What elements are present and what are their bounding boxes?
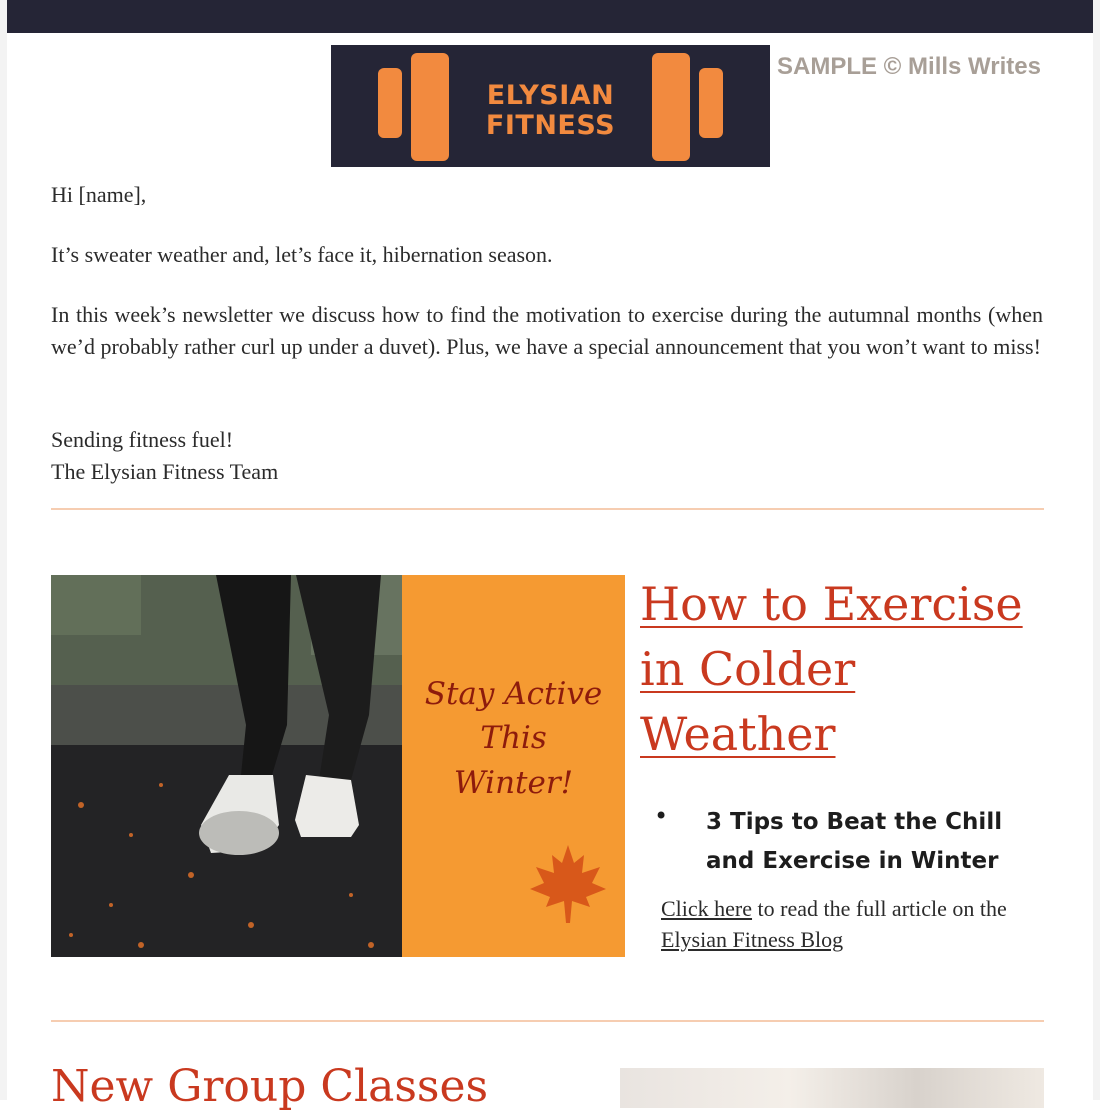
page-frame-left [0,0,7,1100]
group-classes-title[interactable]: New Group Classes [51,1061,489,1112]
read-more-text [661,893,1041,955]
signoff [51,424,1043,488]
tip-text: 3 Tips to Beat the Chill and Exercise in Winter [706,809,1003,874]
maple-leaf-icon [528,843,608,925]
stay-active-banner [402,575,625,957]
photo-illustration [51,575,402,957]
banner-line-2: This [480,720,547,756]
signoff-line-2: The Elysian Fitness Team [51,459,279,484]
intro-paragraph-1: It’s sweater weather and, let’s face it, hibernation season. [51,242,553,267]
blog-link[interactable]: Elysian Fitness Blog [661,927,844,952]
article-title-link[interactable]: How to Exercise in Colder Weather [640,577,1023,761]
read-more-middle: to read the full article on the [752,896,1007,921]
section-divider [51,508,1044,510]
elysian-fitness-logo [331,45,770,167]
signoff-line-1: Sending fitness fuel! [51,427,234,452]
banner-line-1: Stay Active [424,676,603,712]
logo-text-line2: FITNESS [485,110,616,141]
section-divider [51,1020,1044,1022]
logo-text-line1: ELYSIAN [486,80,615,111]
bullet-icon: • [654,802,669,830]
click-here-link[interactable]: Click here [661,896,753,921]
banner-line-3: Winter! [453,765,574,801]
sample-watermark: SAMPLE © Mills Writes [777,53,1041,80]
intro-paragraph-2: In this week’s newsletter we discuss how to find the motivation to exercise during the autumnal months (when we’d probably rather curl up under a duvet). Plus, we have a special announcement that you won’t want to miss! [51,302,1043,359]
group-classes-photo[interactable] [620,1068,1044,1108]
running-shoes-photo[interactable] [51,575,402,957]
greeting: Hi [name], [51,182,147,207]
email-header-bar [7,0,1093,33]
page-frame-right [1093,0,1100,1100]
